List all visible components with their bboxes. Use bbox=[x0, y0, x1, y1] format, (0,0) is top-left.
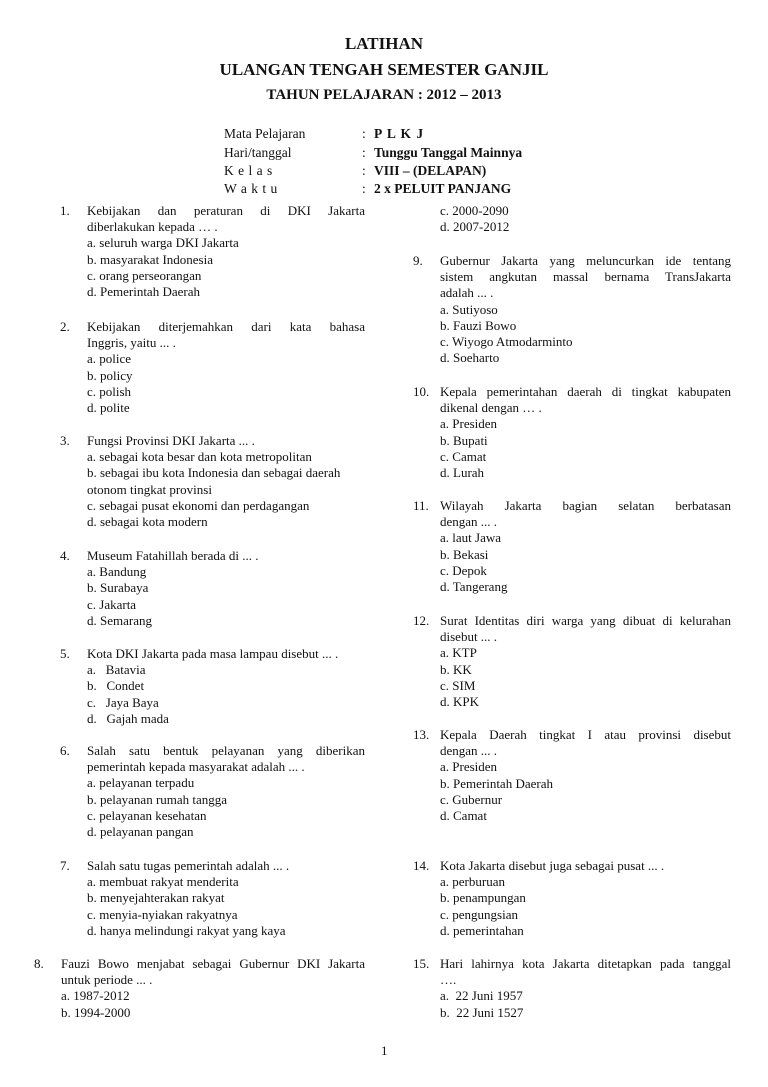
option-a: a. KTP bbox=[440, 645, 477, 661]
question-text: Gubernur Jakarta yang meluncurkan ide tentang bbox=[440, 253, 731, 268]
option-c: c. pelayanan kesehatan bbox=[87, 807, 207, 823]
question-text: Fungsi Provinsi DKI Jakarta ... . bbox=[87, 433, 255, 448]
question-text: Kota Jakarta disebut juga sebagai pusat ... . bbox=[440, 858, 665, 873]
question-text: Inggris, yaitu ... . bbox=[87, 335, 176, 351]
meta-label-date: Hari/tanggal bbox=[224, 145, 292, 160]
question-text: dengan ... . bbox=[440, 514, 498, 530]
question-text: …. bbox=[440, 972, 457, 988]
option-b-cont: otonom tingkat provinsi bbox=[87, 481, 212, 497]
doc-title-exam: ULANGAN TENGAH SEMESTER GANJIL bbox=[219, 60, 549, 79]
question-text: Wilayah Jakarta bagian selatan berbatasan bbox=[440, 498, 731, 513]
meta-colon: : bbox=[362, 126, 366, 141]
question-number: 2. bbox=[60, 319, 70, 334]
option-d: d. KPK bbox=[440, 694, 480, 710]
question-text: disebut ... . bbox=[440, 629, 498, 645]
option-a: a. Bandung bbox=[87, 564, 147, 580]
option-b: b. Bekasi bbox=[440, 546, 489, 562]
question-number: 15. bbox=[413, 956, 430, 971]
doc-title-latihan: LATIHAN bbox=[344, 34, 424, 53]
question-text: dengan ... . bbox=[440, 743, 498, 759]
option-d: d. 2007-2012 bbox=[440, 219, 510, 235]
option-d: d. hanya melindungi rakyat yang kaya bbox=[87, 922, 286, 938]
option-c: c. polish bbox=[87, 383, 132, 399]
doc-title-year: TAHUN PELAJARAN : 2012 – 2013 bbox=[266, 87, 502, 103]
question-number: 14. bbox=[413, 858, 430, 873]
question-number: 4. bbox=[60, 548, 70, 563]
question-number: 7. bbox=[60, 858, 70, 873]
option-b: b. policy bbox=[87, 367, 133, 383]
question-text: Kota DKI Jakarta pada masa lampau disebut ... . bbox=[87, 646, 339, 661]
option-c: c. pengungsian bbox=[440, 906, 518, 922]
question-number: 12. bbox=[413, 613, 430, 628]
option-b: b. pelayanan rumah tangga bbox=[87, 791, 228, 807]
option-c: c. Gubernur bbox=[440, 791, 503, 807]
option-d: d. sebagai kota modern bbox=[87, 514, 208, 530]
option-c: c. Jakarta bbox=[87, 596, 137, 612]
option-a: a. Presiden bbox=[440, 759, 498, 775]
meta-value-date: Tunggu Tanggal Mainnya bbox=[374, 145, 523, 160]
question-text: Hari lahirnya kota Jakarta ditetapkan pada tanggal bbox=[440, 956, 731, 971]
option-c: c. Wiyogo Atmodarminto bbox=[440, 334, 573, 350]
option-d: d. polite bbox=[87, 400, 130, 416]
meta-value-subject: P L K J bbox=[374, 126, 425, 141]
question-number: 11. bbox=[413, 498, 429, 513]
meta-colon: : bbox=[362, 145, 366, 160]
meta-colon: : bbox=[362, 163, 366, 178]
option-c: c. menyia-nyiakan rakyatnya bbox=[87, 906, 238, 922]
question-number: 5. bbox=[60, 646, 70, 661]
option-b: b. Fauzi Bowo bbox=[440, 317, 517, 333]
question-text: Surat Identitas diri warga yang dibuat di kelurahan bbox=[440, 613, 731, 628]
question-text: sistem angkutan massal bernama TransJakarta bbox=[440, 269, 731, 285]
option-b: b. penampungan bbox=[440, 890, 526, 906]
question-text: Kebijakan diterjemahkan dari kata bahasa bbox=[87, 319, 365, 334]
option-c: c. SIM bbox=[440, 677, 476, 693]
meta-value-time: 2 x PELUIT PANJANG bbox=[374, 181, 512, 196]
option-a: a. Sutiyoso bbox=[440, 301, 498, 317]
option-a: a. seluruh warga DKI Jakarta bbox=[87, 235, 239, 251]
option-d: d. Soeharto bbox=[440, 350, 500, 366]
question-number: 6. bbox=[60, 743, 70, 758]
question-number: 1. bbox=[60, 203, 70, 218]
option-d: d. pemerintahan bbox=[440, 922, 524, 938]
option-c: c. Jaya Baya bbox=[87, 694, 159, 710]
option-c: c. Depok bbox=[440, 562, 487, 578]
option-a: a. police bbox=[87, 351, 132, 367]
option-b: b. 1994-2000 bbox=[61, 1004, 131, 1020]
option-b: b. menyejahterakan rakyat bbox=[87, 890, 225, 906]
question-text: Salah satu bentuk pelayanan yang diberikan bbox=[87, 743, 365, 758]
option-a: a. laut Jawa bbox=[440, 530, 502, 546]
option-a: a. Presiden bbox=[440, 416, 498, 432]
meta-label-time: W a k t u bbox=[224, 181, 278, 196]
option-a: a. membuat rakyat menderita bbox=[87, 874, 239, 890]
meta-colon: : bbox=[362, 181, 366, 196]
question-text: diberlakukan kepada … . bbox=[87, 219, 218, 235]
question-text: Museum Fatahillah berada di ... . bbox=[87, 548, 259, 563]
meta-label-subject: Mata Pelajaran bbox=[224, 126, 306, 141]
question-text: Kebijakan dan peraturan di DKI Jakarta bbox=[87, 203, 365, 218]
option-b: b. Pemerintah Daerah bbox=[440, 775, 553, 791]
option-b: b. masyarakat Indonesia bbox=[87, 251, 213, 267]
question-number: 9. bbox=[413, 253, 423, 268]
question-text: Fauzi Bowo menjabat sebagai Gubernur DKI Jakarta bbox=[61, 956, 365, 971]
question-number: 10. bbox=[413, 384, 430, 399]
page-number: 1 bbox=[381, 1043, 388, 1058]
question-text: adalah ... . bbox=[440, 285, 494, 301]
question-number: 8. bbox=[34, 956, 44, 971]
question-text: pemerintah kepada masyarakat adalah ... . bbox=[87, 759, 305, 775]
question-number: 3. bbox=[60, 433, 70, 448]
option-a: a. pelayanan terpadu bbox=[87, 775, 195, 791]
question-text: Kepala pemerintahan daerah di tingkat kabupaten bbox=[440, 384, 731, 399]
option-b: b. sebagai ibu kota Indonesia dan sebagai daerah bbox=[87, 465, 341, 481]
option-a: a. sebagai kota besar dan kota metropolitan bbox=[87, 449, 312, 465]
option-b: b. KK bbox=[440, 661, 472, 677]
option-c: c. 2000-2090 bbox=[440, 203, 509, 218]
option-c: c. Camat bbox=[440, 448, 487, 464]
option-b: b. Bupati bbox=[440, 432, 488, 448]
option-a: a. 1987-2012 bbox=[61, 988, 130, 1004]
meta-value-class: VIII – (DELAPAN) bbox=[374, 163, 487, 178]
option-c: c. sebagai pusat ekonomi dan perdagangan bbox=[87, 497, 310, 513]
option-d: d. Pemerintah Daerah bbox=[87, 284, 200, 300]
option-d: d. Lurah bbox=[440, 465, 485, 481]
question-number: 13. bbox=[413, 727, 430, 742]
option-d: d. Gajah mada bbox=[87, 710, 169, 726]
question-text: untuk periode ... . bbox=[61, 972, 153, 988]
option-a: a. Batavia bbox=[87, 662, 146, 678]
meta-label-class: K e l a s bbox=[224, 163, 273, 178]
option-d: d. Camat bbox=[440, 808, 487, 824]
option-a: a. perburuan bbox=[440, 874, 505, 890]
option-d: d. Semarang bbox=[87, 612, 152, 628]
option-d: d. Tangerang bbox=[440, 579, 508, 595]
option-b: b. Surabaya bbox=[87, 580, 149, 596]
option-d: d. pelayanan pangan bbox=[87, 824, 194, 840]
option-b: b. 22 Juni 1527 bbox=[440, 1004, 524, 1020]
question-text: Salah satu tugas pemerintah adalah ... . bbox=[87, 858, 290, 873]
question-text: dikenal dengan … . bbox=[440, 400, 542, 416]
question-text: Kepala Daerah tingkat I atau provinsi disebut bbox=[440, 727, 731, 742]
option-a: a. 22 Juni 1957 bbox=[440, 988, 523, 1004]
option-c: c. orang perseorangan bbox=[87, 267, 202, 283]
option-b: b. Condet bbox=[87, 678, 145, 694]
